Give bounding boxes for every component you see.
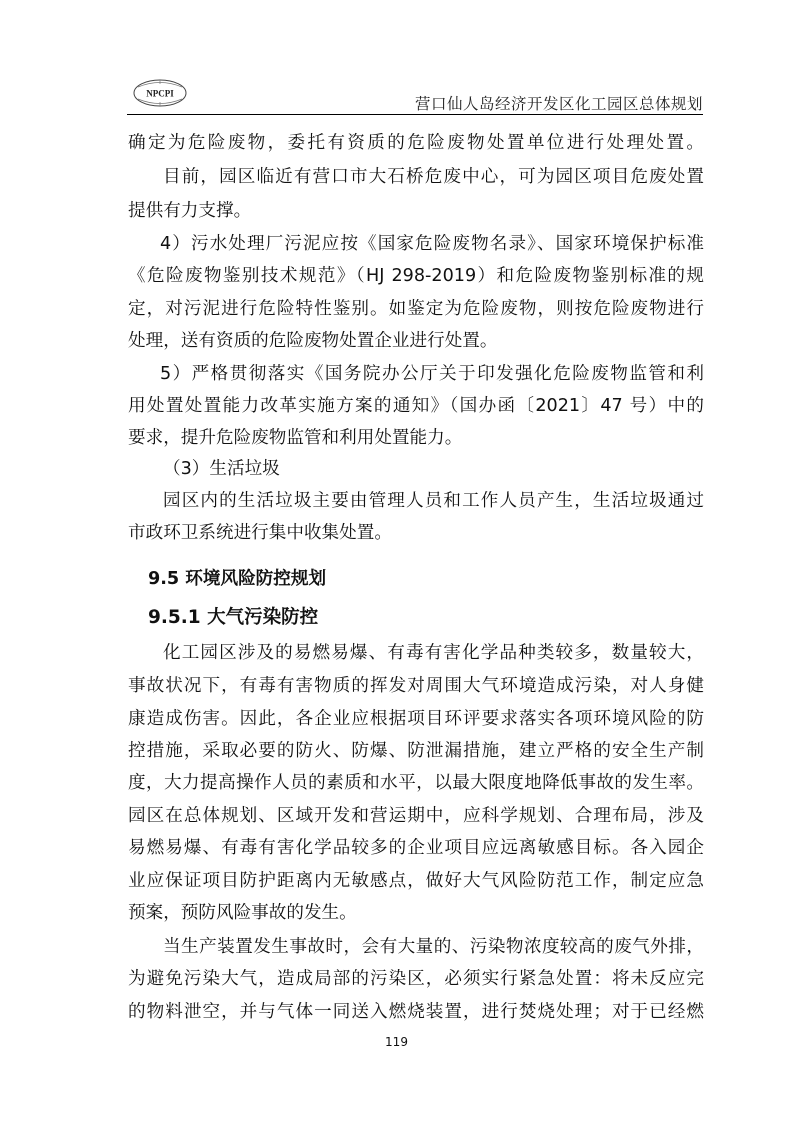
paragraph-line: 目前，园区临近有营口市大石桥危废中心，可为园区项目危废处置 — [163, 167, 704, 187]
paragraph-line: 预案，预防风险事故的发生。 — [128, 903, 357, 923]
paragraph-line: 市政环卫系统进行集中收集处置。 — [128, 523, 392, 543]
paragraph-line: 园区在总体规划、区域开发和营运期中，应科学规划、合理布局，涉及 — [128, 806, 704, 826]
section-heading: 9.5 环境风险防控规划 — [148, 569, 327, 589]
paragraph-line: 业应保证项目防护距离内无敏感点，做好大气风险防范工作，制定应急 — [128, 871, 704, 891]
paragraph-line: 易燃易爆、有毒有害化学品较多的企业项目应远离敏感目标。各入园企 — [128, 838, 704, 858]
paragraph-line: 提供有力支撑。 — [128, 201, 252, 221]
npcpi-logo-icon — [132, 78, 188, 108]
paragraph-line: 化工园区涉及的易燃易爆、有毒有害化学品种类较多，数量较大， — [163, 643, 704, 663]
paragraph-line: 5）严格贯彻落实《国务院办公厅关于印发强化危险废物监管和利 — [160, 364, 704, 384]
paragraph-line: 《危险废物鉴别技术规范》（HJ 298-2019）和危险废物鉴别标准的规 — [128, 266, 704, 286]
page-number: 119 — [385, 1035, 408, 1049]
paragraph-line: 度，大力提高操作人员的素质和水平，以最大限度地降低事故的发生率。 — [128, 773, 704, 793]
subsection-heading: 9.5.1 大气污染防控 — [148, 607, 319, 628]
paragraph-line: 当生产装置发生事故时，会有大量的、污染物浓度较高的废气外排， — [163, 937, 704, 957]
paragraph-line: 事故状况下，有毒有害物质的挥发对周围大气环境造成污染，对人身健 — [128, 676, 704, 696]
paragraph-line: 要求，提升危险废物监管和利用处置能力。 — [128, 428, 463, 448]
paragraph-line: 定，对污泥进行危险特性鉴别。如鉴定为危险废物，则按危险废物进行 — [128, 299, 704, 319]
page-header — [127, 74, 703, 115]
document-title: 营口仙人岛经济开发区化工园区总体规划 — [414, 95, 703, 113]
paragraph-line: 园区内的生活垃圾主要由管理人员和工作人员产生，生活垃圾通过 — [163, 491, 704, 511]
paragraph-line: 4）污水处理厂污泥应按《国家危险废物名录》、国家环境保护标准 — [160, 234, 704, 254]
paragraph-line: 用处置处置能力改革实施方案的通知》（国办函〔2021〕47 号）中的 — [128, 396, 704, 416]
svg-text:NPCPI: NPCPI — [146, 88, 174, 99]
paragraph-line: 确定为危险废物，委托有资质的危险废物处置单位进行处理处置。 — [128, 133, 704, 153]
subsection-label: （3）生活垃圾 — [163, 459, 280, 479]
paragraph-line: 控措施，采取必要的防火、防爆、防泄漏措施，建立严格的安全生产制 — [128, 741, 704, 761]
paragraph-line: 为避免污染大气，造成局部的污染区，必须实行紧急处置：将未反应完 — [128, 969, 704, 989]
paragraph-line: 康造成伤害。因此，各企业应根据项目环评要求落实各项环境风险的防 — [128, 709, 704, 729]
paragraph-line: 的物料泄空，并与气体一同送入燃烧装置，进行焚烧处理；对于已经燃 — [128, 1002, 704, 1022]
paragraph-line: 处理，送有资质的危险废物处置企业进行处置。 — [128, 331, 498, 351]
